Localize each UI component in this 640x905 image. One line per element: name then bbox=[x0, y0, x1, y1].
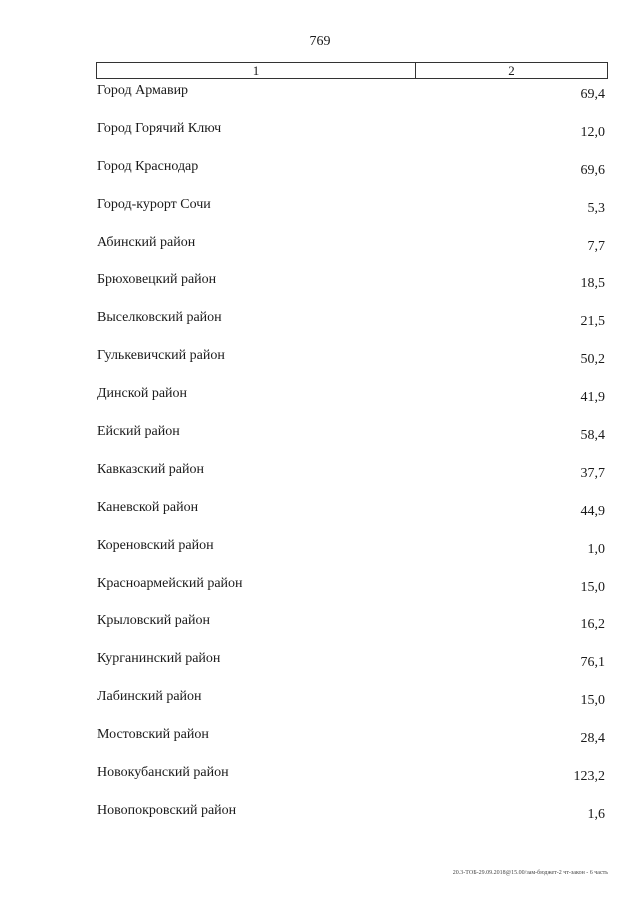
table-row bbox=[0, 347, 640, 385]
row-value: 41,9 bbox=[580, 390, 605, 406]
row-name: Кореновский район bbox=[97, 537, 214, 553]
table-row bbox=[0, 688, 640, 726]
row-name: Город-курорт Сочи bbox=[97, 196, 211, 212]
row-name: Лабинский район bbox=[97, 689, 202, 705]
row-name: Гулькевичский район bbox=[97, 348, 225, 364]
row-value: 76,1 bbox=[580, 655, 605, 671]
table-row bbox=[0, 461, 640, 499]
row-value: 21,5 bbox=[580, 314, 605, 330]
row-value: 50,2 bbox=[580, 352, 605, 368]
table-row bbox=[0, 764, 640, 802]
row-value: 15,0 bbox=[580, 693, 605, 709]
table-row bbox=[0, 423, 640, 461]
row-name: Красноармейский район bbox=[97, 575, 243, 591]
table-row bbox=[0, 650, 640, 688]
row-name: Абинский район bbox=[97, 234, 196, 250]
row-value: 7,7 bbox=[587, 238, 605, 254]
row-name: Курганинский район bbox=[97, 651, 221, 667]
row-value: 28,4 bbox=[580, 731, 605, 747]
table-row bbox=[0, 271, 640, 309]
row-value: 18,5 bbox=[580, 276, 605, 292]
row-name: Город Краснодар bbox=[97, 158, 199, 174]
column-header-2: 2 bbox=[508, 63, 515, 78]
table-header bbox=[96, 62, 608, 79]
row-name: Город Горячий Ключ bbox=[97, 120, 222, 136]
row-name: Мостовский район bbox=[97, 727, 209, 743]
footer-file-note: 20.3-ТОБ-29.09.2018@15.00/зам-бюджет-2 чт-закон - 6 часть bbox=[452, 870, 608, 876]
row-value: 37,7 bbox=[580, 465, 605, 481]
row-name: Ейский район bbox=[97, 424, 180, 440]
row-value: 16,2 bbox=[580, 617, 605, 633]
table-row bbox=[0, 575, 640, 613]
row-name: Каневской район bbox=[97, 499, 199, 515]
row-value: 69,4 bbox=[580, 87, 605, 102]
column-header-1: 1 bbox=[97, 63, 416, 78]
row-name: Динской район bbox=[97, 386, 188, 402]
row-name: Брюховецкий район bbox=[97, 272, 217, 288]
row-value: 5,3 bbox=[587, 200, 605, 216]
table-row bbox=[0, 120, 640, 158]
row-value: 58,4 bbox=[580, 428, 605, 444]
row-name: Новопокровский район bbox=[97, 802, 237, 818]
table-row bbox=[0, 802, 640, 840]
row-name: Кавказский район bbox=[97, 461, 205, 477]
row-name: Город Армавир bbox=[97, 83, 189, 98]
table-row bbox=[0, 196, 640, 234]
table-body bbox=[0, 82, 640, 840]
row-value: 15,0 bbox=[580, 579, 605, 595]
table-row bbox=[0, 385, 640, 423]
table-row bbox=[0, 234, 640, 272]
page-number: 769 bbox=[309, 34, 331, 49]
row-value: 1,6 bbox=[587, 806, 605, 822]
row-name: Новокубанский район bbox=[97, 765, 229, 781]
row-value: 123,2 bbox=[573, 769, 605, 785]
table-row bbox=[0, 158, 640, 196]
table-row bbox=[0, 82, 640, 120]
row-name: Крыловский район bbox=[97, 613, 210, 629]
table-row bbox=[0, 726, 640, 764]
row-value: 12,0 bbox=[580, 124, 605, 140]
row-value: 1,0 bbox=[587, 541, 605, 557]
row-value: 69,6 bbox=[580, 162, 605, 178]
row-name: Выселковский район bbox=[97, 310, 222, 326]
table-row bbox=[0, 309, 640, 347]
table-row bbox=[0, 612, 640, 650]
row-value: 44,9 bbox=[580, 503, 605, 519]
table-row bbox=[0, 499, 640, 537]
table-row bbox=[0, 537, 640, 575]
